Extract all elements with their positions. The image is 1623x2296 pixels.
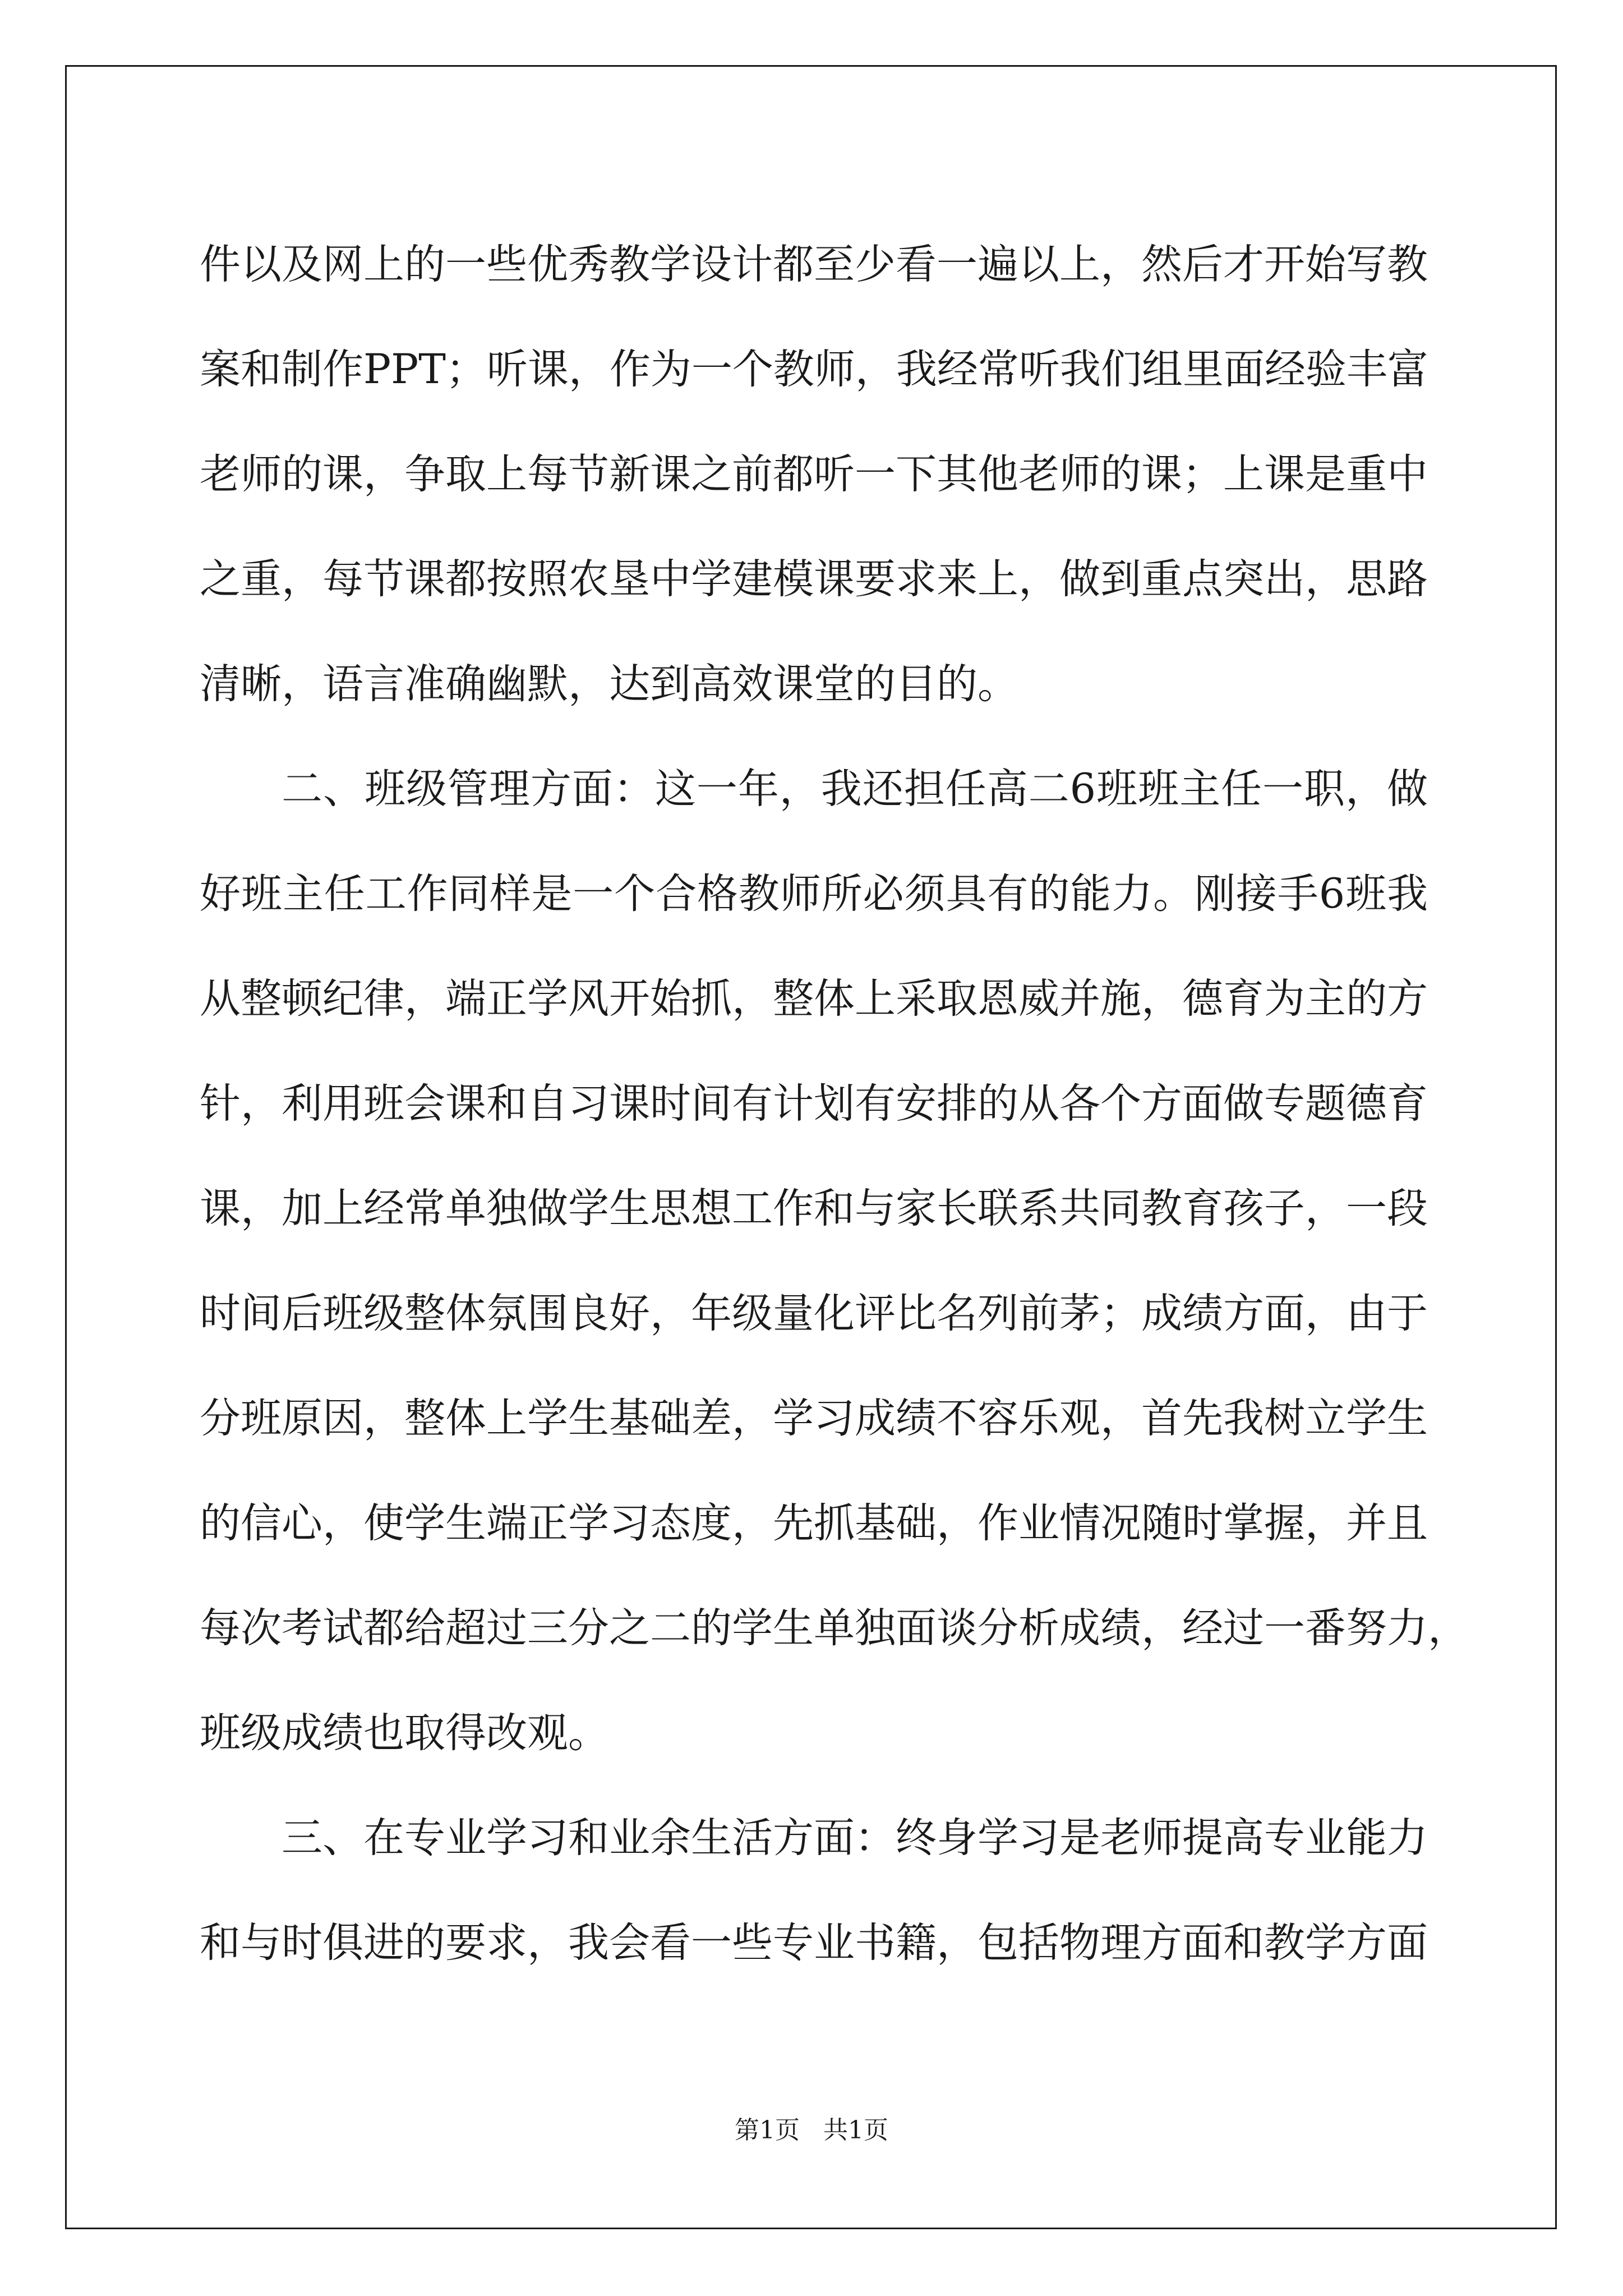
- text-line: 的信心，使学生端正学习态度，先抓基础，作业情况随时掌握，并且: [200, 1499, 1428, 1547]
- text-line: 分班原因，整体上学生基础差，学习成绩不容乐观，首先我树立学生: [200, 1395, 1428, 1442]
- text-line: 每次考试都给超过三分之二的学生单独面谈分析成绩，经过一番努力，: [200, 1604, 1469, 1652]
- text-line: 清晰，语言准确幽默，达到高效课堂的目的。: [200, 660, 1018, 708]
- text-line: 从整顿纪律，端正学风开始抓，整体上采取恩威并施，德育为主的方: [200, 975, 1428, 1023]
- text-line: 件以及网上的一些优秀教学设计都至少看一遍以上，然后才开始写教: [200, 241, 1428, 288]
- text-line: 班级成绩也取得改观。: [200, 1709, 609, 1757]
- text-line: 好班主任工作同样是一个合格教师所必须具有的能力。刚接手6班我: [200, 870, 1428, 918]
- paragraph-start: 三、在专业学习和业余生活方面：终身学习是老师提高专业能力: [282, 1814, 1428, 1862]
- page-number: 第1页: [735, 2116, 800, 2145]
- text-line: 之重，每节课都按照农垦中学建模课要求来上，做到重点突出，思路: [200, 555, 1428, 603]
- text-line: 时间后班级整体氛围良好，年级量化评比名列前茅；成绩方面，由于: [200, 1290, 1428, 1337]
- text-line: 老师的课，争取上每节新课之前都听一下其他老师的课；上课是重中: [200, 450, 1428, 498]
- text-line: 和与时俱进的要求，我会看一些专业书籍，包括物理方面和教学方面: [200, 1919, 1428, 1967]
- text-line: 课，加上经常单独做学生思想工作和与家长联系共同教育孩子，一段: [200, 1185, 1428, 1232]
- page-total: 共1页: [823, 2116, 888, 2145]
- text-line: 针，利用班会课和自习课时间有计划有安排的从各个方面做专题德育: [200, 1080, 1428, 1128]
- paragraph-start: 二、班级管理方面：这一年，我还担任高二6班班主任一职，做: [282, 765, 1428, 813]
- page-footer: [0, 2114, 1623, 2147]
- document-body: [200, 212, 1469, 1995]
- text-line: 案和制作PPT；听课，作为一个教师，我经常听我们组里面经验丰富: [200, 346, 1428, 393]
